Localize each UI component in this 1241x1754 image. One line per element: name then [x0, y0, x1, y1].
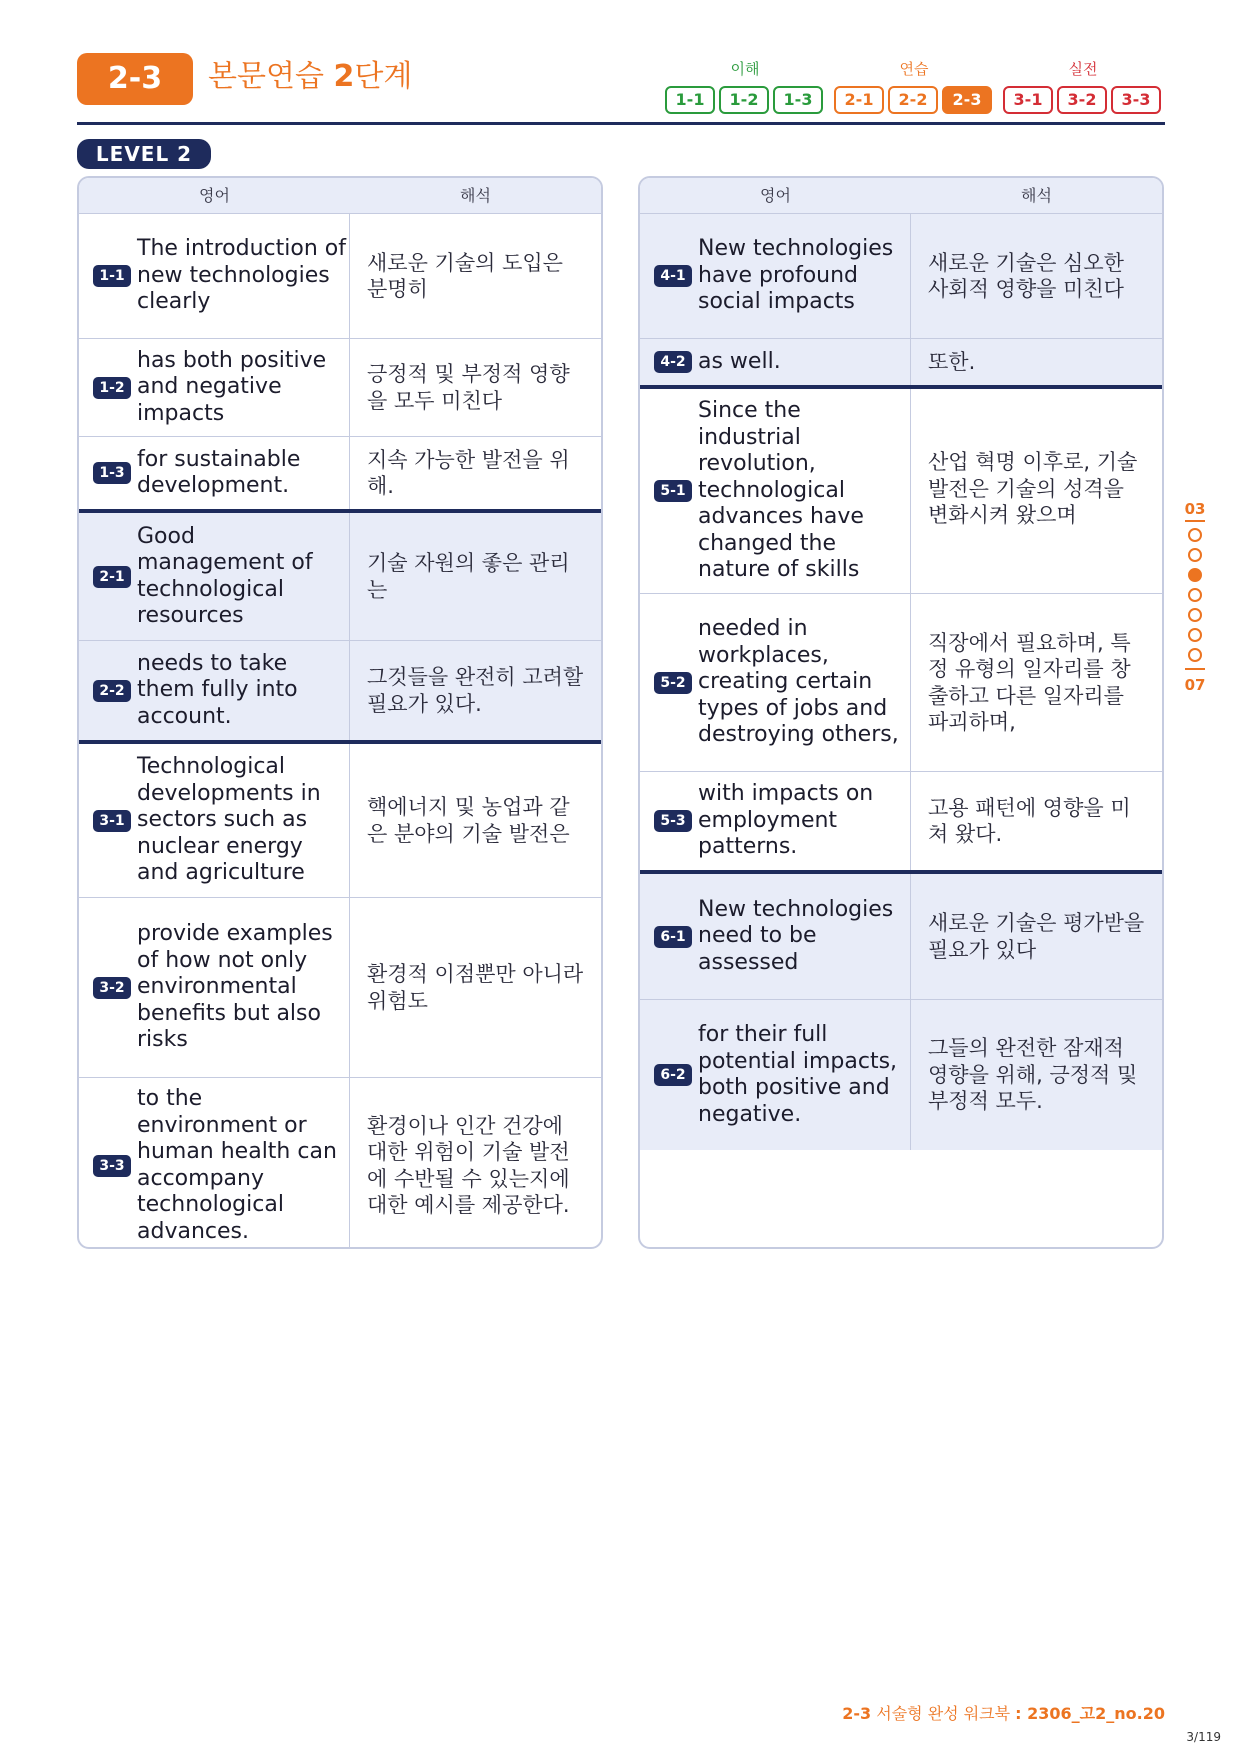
korean-text: 그들의 완전한 잠재적 영향을 위해, 긍정적 및 부정적 모두. — [928, 1036, 1138, 1114]
page-number: 3/119 — [1186, 1730, 1221, 1744]
korean-text: 긍정적 및 부정적 영향을 모두 미친다 — [367, 362, 570, 413]
sentence-tag: 4-1 — [654, 265, 692, 287]
korean-cell — [911, 389, 1162, 593]
progress-dot-icon — [1188, 648, 1202, 662]
sentence-tag: 3-2 — [93, 977, 131, 999]
nav-group-label-exam: 실전 — [1068, 60, 1098, 78]
progress-dot-icon — [1188, 548, 1202, 562]
nav-step-3-3[interactable]: 3-3 — [1111, 86, 1161, 114]
korean-cell — [911, 772, 1162, 870]
progress-bottom-label: 07 — [1184, 676, 1206, 694]
progress-dot-icon — [1188, 588, 1202, 602]
korean-cell — [350, 898, 601, 1077]
korean-cell — [350, 214, 601, 338]
korean-text: 새로운 기술은 평가받을 필요가 있다 — [928, 911, 1145, 962]
footer-book-title: 서술형 완성 워크북 — [871, 1704, 1016, 1723]
sentence-tag: 4-2 — [654, 351, 692, 373]
korean-cell — [911, 594, 1162, 771]
korean-cell — [350, 641, 601, 740]
table-row — [79, 898, 601, 1078]
sentence-tag: 6-1 — [654, 926, 692, 948]
english-text: to the environment or human health can accompany technological advances. — [137, 1086, 337, 1244]
english-text: The introduction of new technologies clearly — [137, 236, 346, 315]
footer-title — [842, 1704, 1165, 1724]
column-header-korean: 해석 — [460, 186, 491, 205]
korean-cell — [911, 874, 1162, 999]
progress-dot-current-icon — [1188, 568, 1202, 582]
english-cell — [79, 437, 350, 509]
nav-step-2-2[interactable]: 2-2 — [888, 86, 938, 114]
english-cell — [79, 641, 350, 740]
title-prefix: 본문연습 — [208, 59, 334, 94]
progress-rule-top — [1185, 520, 1205, 522]
level-badge: LEVEL 2 — [77, 139, 211, 169]
korean-text: 기술 자원의 좋은 관리는 — [367, 551, 570, 602]
sentence-tag: 3-3 — [93, 1155, 131, 1177]
korean-cell — [350, 744, 601, 897]
title-suffix: 단계 — [354, 59, 413, 94]
page-title — [208, 57, 412, 97]
progress-top-label: 03 — [1184, 500, 1206, 518]
english-text: Technological developments in sectors such as nuclear energy and agriculture — [137, 754, 321, 886]
korean-cell — [350, 339, 601, 436]
english-cell — [640, 874, 911, 999]
korean-text: 산업 혁명 이후로, 기술 발전은 기술의 성격을 변화시켜 왔으며 — [928, 450, 1138, 527]
nav-step-2-1[interactable]: 2-1 — [834, 86, 884, 114]
right-sentence-table — [638, 176, 1164, 1249]
sentence-tag: 1-1 — [93, 265, 131, 287]
korean-text: 또한. — [928, 349, 976, 374]
footer-section: 2-3 — [842, 1704, 872, 1723]
left-sentence-table — [77, 176, 603, 1249]
english-text: as well. — [698, 348, 781, 374]
sentence-tag: 6-2 — [654, 1064, 692, 1086]
korean-cell — [911, 339, 1162, 385]
english-text: for sustainable development. — [137, 446, 301, 498]
english-text: provide examples of how not only environmental benefits but also risks — [137, 921, 333, 1053]
english-cell — [640, 772, 911, 870]
korean-text: 그것들을 완전히 고려할 필요가 있다. — [367, 665, 584, 716]
english-cell — [79, 898, 350, 1077]
korean-cell — [911, 214, 1162, 338]
english-cell — [79, 744, 350, 897]
table-row — [79, 437, 601, 513]
sentence-tag: 2-1 — [93, 566, 131, 588]
table-row — [640, 214, 1162, 339]
korean-text: 지속 가능한 발전을 위해. — [367, 447, 570, 498]
table-row — [79, 339, 601, 437]
nav-group-label-practice: 연습 — [899, 60, 929, 78]
table-row — [79, 744, 601, 898]
english-cell — [640, 389, 911, 593]
korean-cell — [350, 513, 601, 640]
english-text: New technologies have profound social impacts — [698, 236, 894, 315]
side-progress — [1183, 500, 1207, 694]
english-text: for their full potential impacts, both positive and negative. — [698, 1022, 898, 1127]
korean-cell — [911, 1000, 1162, 1150]
english-cell — [640, 1000, 911, 1150]
korean-cell — [350, 1078, 601, 1249]
nav-step-1-2[interactable]: 1-2 — [719, 86, 769, 114]
english-text: New technologies need to be assessed — [698, 896, 894, 975]
table-row — [640, 389, 1162, 594]
progress-dot-icon — [1188, 628, 1202, 642]
sentence-tag: 3-1 — [93, 810, 131, 832]
table-row — [79, 513, 601, 641]
sentence-tag: 5-3 — [654, 810, 692, 832]
english-text: has both positive and negative impacts — [137, 347, 327, 426]
sentence-tag: 1-2 — [93, 377, 131, 399]
english-text: with impacts on employment patterns. — [698, 781, 874, 860]
korean-text: 새로운 기술의 도입은 분명히 — [367, 250, 563, 301]
english-cell — [640, 214, 911, 338]
section-badge: 2-3 — [77, 53, 193, 105]
table-row — [640, 874, 1162, 1000]
nav-group-label-understand: 이해 — [730, 60, 760, 78]
table-header — [79, 178, 601, 214]
progress-dot-icon — [1188, 608, 1202, 622]
footer-code: : 2306_고2_no.20 — [1015, 1704, 1165, 1723]
korean-text: 직장에서 필요하며, 특정 유형의 일자리를 창출하고 다른 일자리를 파괴하며, — [928, 630, 1131, 734]
table-row — [640, 594, 1162, 772]
nav-step-1-3[interactable]: 1-3 — [773, 86, 823, 114]
english-cell — [640, 339, 911, 385]
sentence-tag: 1-3 — [93, 462, 131, 484]
sentence-tag: 5-1 — [654, 480, 692, 502]
english-text: Since the industrial revolution, technological advances have changed the nature of skills — [698, 398, 864, 583]
table-header — [640, 178, 1162, 214]
english-text: needed in workplaces, creating certain types of jobs and destroying others, — [698, 616, 899, 748]
nav-step-3-2[interactable]: 3-2 — [1057, 86, 1107, 114]
column-header-english: 영어 — [760, 186, 791, 205]
english-cell — [79, 1078, 350, 1249]
sentence-tag: 2-2 — [93, 680, 131, 702]
korean-text: 고용 패턴에 영향을 미쳐 왔다. — [928, 795, 1131, 846]
table-row — [79, 214, 601, 339]
table-row — [79, 641, 601, 744]
table-row — [640, 1000, 1162, 1150]
english-cell — [79, 214, 350, 338]
nav-step-2-3[interactable]: 2-3 — [942, 86, 992, 114]
table-row — [79, 1078, 601, 1249]
progress-dot-icon — [1188, 528, 1202, 542]
table-row — [640, 772, 1162, 874]
korean-text: 핵에너지 및 농업과 같은 분야의 기술 발전은 — [367, 795, 570, 846]
english-text: Good management of technological resources — [137, 523, 313, 628]
english-cell — [79, 339, 350, 436]
korean-text: 새로운 기술은 심오한 사회적 영향을 미친다 — [928, 250, 1124, 301]
progress-rule-bottom — [1185, 668, 1205, 670]
column-header-english: 영어 — [199, 186, 230, 205]
english-cell — [79, 513, 350, 640]
english-cell — [640, 594, 911, 771]
english-text: needs to take them fully into account. — [137, 650, 298, 729]
column-header-korean: 해석 — [1021, 186, 1052, 205]
sentence-tag: 5-2 — [654, 672, 692, 694]
nav-step-1-1[interactable]: 1-1 — [665, 86, 715, 114]
korean-text: 환경이나 인간 건강에 대한 위험이 기술 발전에 수반될 수 있는지에 대한 예시를 제공한다. — [367, 1113, 570, 1217]
table-row — [640, 339, 1162, 389]
title-number: 2 — [333, 59, 355, 94]
korean-cell — [350, 437, 601, 509]
nav-step-3-1[interactable]: 3-1 — [1003, 86, 1053, 114]
header-divider — [77, 122, 1165, 125]
korean-text: 환경적 이점뿐만 아니라 위험도 — [367, 962, 584, 1013]
